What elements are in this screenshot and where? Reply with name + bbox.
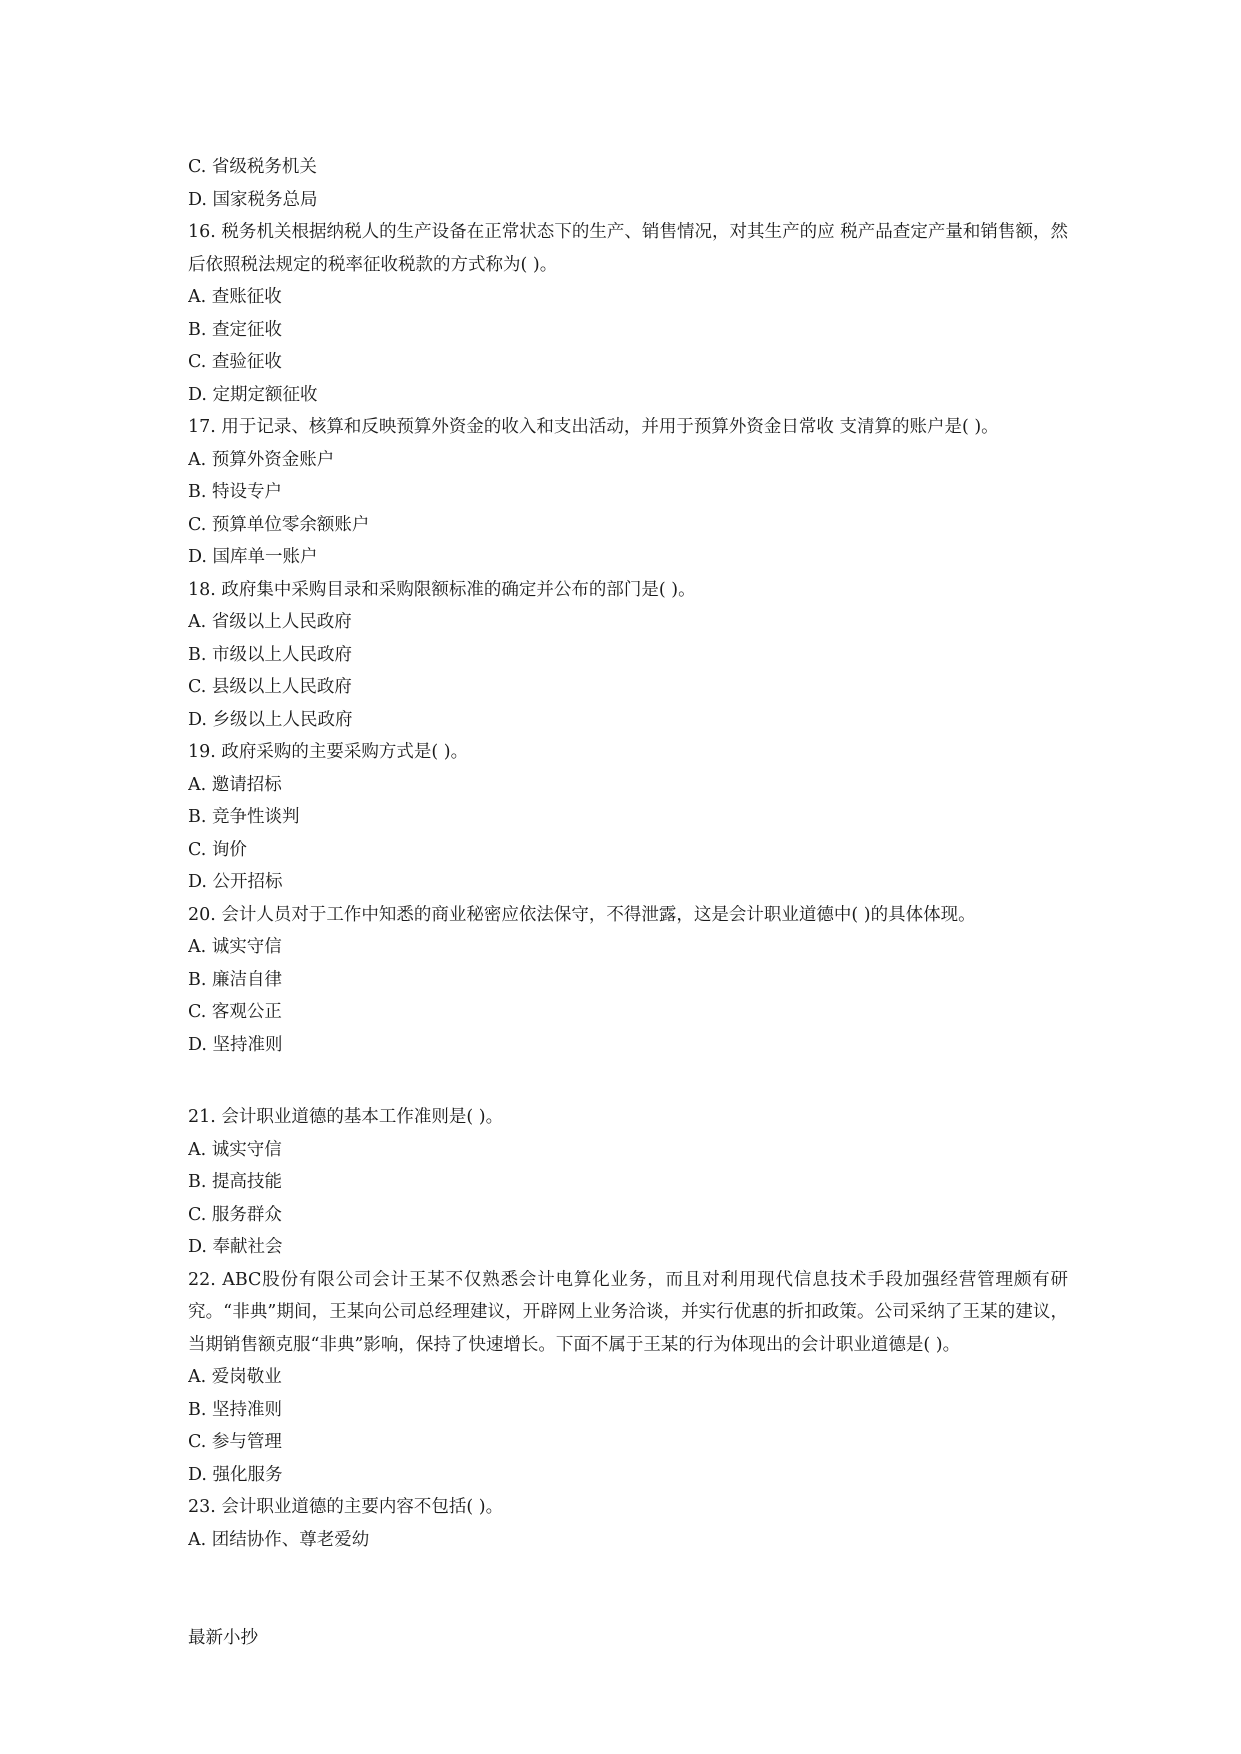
option-line: D. 国库单一账户 (188, 547, 318, 567)
option-line: D. 奉献社会 (188, 1237, 283, 1257)
option-line: A. 邀请招标 (188, 774, 282, 795)
question-22: 22. ABC股份有限公司会计王某不仅熟悉会计电算化业务，而且对利用现代信息技术手段加强经营管理颇有研究。“非典”期间，王某向公司总经理建议，开辟网上业务洽谈，并实行优惠的折扣政策。公司采纳了王某的建议，当期销售额克服“非典”影响，保持了快速增长。下面不属于王某的行为体现出的会计职业道德是( )。 (188, 1269, 1068, 1355)
option-line: C. 服务群众 (188, 1204, 282, 1225)
option-line: C. 参与管理 (188, 1432, 282, 1452)
option-line: A. 省级以上人民政府 (188, 612, 352, 632)
document-body (188, 151, 1068, 1556)
question-17: 17. 用于记录、核算和反映预算外资金的收入和支出活动，并用于预算外资金日常收 支清算的账户是( )。 (188, 417, 999, 437)
question-21: 21. 会计职业道德的基本工作准则是( )。 (188, 1107, 504, 1127)
page-footer: 最新小抄 (188, 1628, 258, 1648)
paragraph-gap (188, 1061, 1068, 1101)
question-23: 23. 会计职业道德的主要内容不包括( )。 (188, 1497, 504, 1517)
question-19: 19. 政府采购的主要采购方式是( )。 (188, 742, 469, 762)
option-line: A. 爱岗敬业 (188, 1367, 282, 1387)
option-line: D. 乡级以上人民政府 (188, 709, 353, 730)
question-16: 16. 税务机关根据纳税人的生产设备在正常状态下的生产、销售情况，对其生产的应 税产品查定产量和销售额，然后依照税法规定的税率征收税款的方式称为( )。 (188, 222, 1068, 275)
option-line: C. 县级以上人民政府 (188, 677, 352, 697)
option-line: B. 市级以上人民政府 (188, 644, 352, 665)
option-line: B. 提高技能 (188, 1172, 282, 1192)
option-line: C. 查验征收 (188, 352, 282, 372)
option-line: A. 诚实守信 (188, 937, 282, 957)
option-line: B. 坚持准则 (188, 1399, 282, 1420)
option-line: A. 团结协作、尊老爱幼 (188, 1529, 370, 1550)
option-line: C. 预算单位零余额账户 (188, 514, 370, 535)
option-line: C. 客观公正 (188, 1002, 282, 1022)
option-line: B. 廉洁自律 (188, 969, 282, 990)
option-line: A. 预算外资金账户 (188, 449, 335, 470)
option-line: D. 定期定额征收 (188, 384, 318, 405)
option-line: A. 诚实守信 (188, 1139, 282, 1160)
option-line: C. 省级税务机关 (188, 157, 317, 177)
option-line: D. 公开招标 (188, 872, 283, 892)
question-18: 18. 政府集中采购目录和采购限额标准的确定并公布的部门是( )。 (188, 579, 696, 600)
question-20: 20. 会计人员对于工作中知悉的商业秘密应依法保守，不得泄露，这是会计职业道德中( )的具体体现。 (188, 904, 976, 925)
option-line: C. 询价 (188, 839, 247, 860)
option-line: D. 强化服务 (188, 1464, 283, 1485)
option-line: A. 查账征收 (188, 287, 282, 307)
option-line: D. 坚持准则 (188, 1034, 283, 1055)
option-line: D. 国家税务总局 (188, 189, 318, 210)
option-line: B. 竞争性谈判 (188, 807, 300, 827)
option-line: B. 特设专户 (188, 482, 282, 502)
option-line: B. 查定征收 (188, 319, 282, 340)
